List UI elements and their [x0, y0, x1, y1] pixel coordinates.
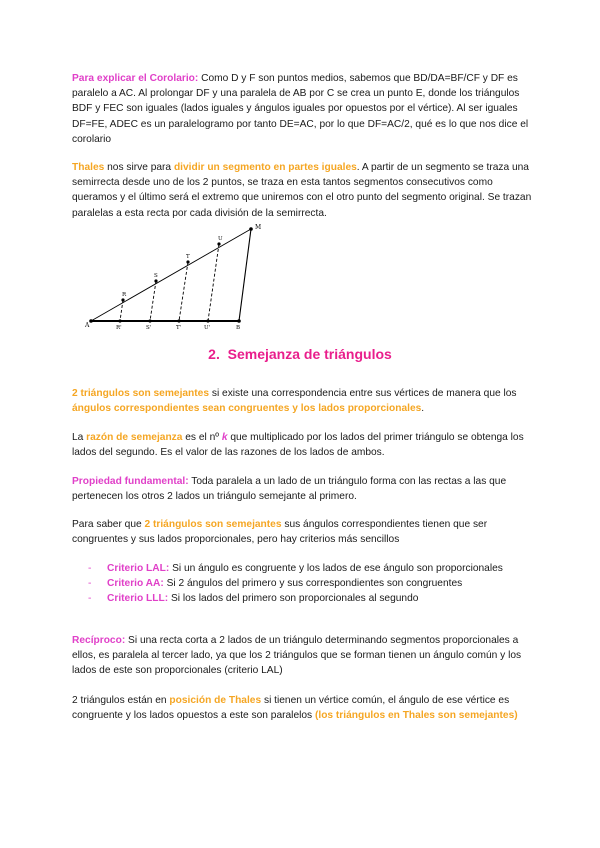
- criterios-intro-label: 2 triángulos son semejantes: [144, 519, 282, 530]
- razon-paragraph: [72, 430, 532, 460]
- point-m: [249, 227, 253, 231]
- label-s: S: [154, 273, 158, 279]
- criterio-text: Si 2 ángulos del primero y sus correspondientes son congruentes: [163, 578, 463, 590]
- posicion-highlight: (los triángulos en Thales son semejantes): [314, 710, 518, 722]
- point-s-prime: [148, 319, 151, 322]
- reciproco-paragraph: [72, 633, 532, 679]
- semejantes-highlight: ángulos correspondientes sean congruentes y los lados proporcionales: [72, 403, 422, 415]
- criterio-text: Si los lados del primero son proporcionales al segundo: [168, 593, 419, 605]
- label-a: A: [85, 322, 90, 329]
- point-u-prime: [206, 319, 209, 322]
- criterio-lal: [88, 561, 518, 576]
- section-title: Semejanza de triángulos: [227, 346, 392, 362]
- label-t: T: [186, 254, 190, 260]
- list-dash: -: [88, 563, 92, 574]
- thales-division-figure: [82, 222, 272, 330]
- point-s: [154, 279, 157, 282]
- thales-label: Thales: [72, 162, 105, 173]
- propiedad-text: Toda paralela a un lado de un triángulo forma con las rectas a las que pertenecen los otros 2 lados un triángulo semejante al primero.: [72, 476, 507, 503]
- point-t-prime: [177, 319, 180, 322]
- criterio-text: Si un ángulo es congruente y los lados de ese ángulo son proporcionales: [169, 563, 503, 574]
- semejantes-text-1: si existe una correspondencia entre sus vértices de manera que los: [209, 388, 517, 399]
- thales-highlight: dividir un segmento en partes iguales: [173, 162, 357, 173]
- razon-label: razón de semejanza: [86, 432, 183, 443]
- criterio-aa: [88, 576, 518, 591]
- label-b: B: [236, 325, 241, 330]
- parallel-t: [179, 262, 188, 321]
- criterios-intro-paragraph: [72, 517, 532, 547]
- thales-paragraph: [72, 160, 532, 221]
- criterios-intro-text-2: sus ángulos correspondientes tienen que ser congruentes y sus lados proporcionales, pero hay criterios más sencillos: [72, 519, 488, 546]
- reciproco-label: Recíproco:: [72, 635, 126, 646]
- posicion-text-1: 2 triángulos están en: [72, 695, 170, 706]
- point-t: [186, 260, 189, 263]
- posicion-text-2: si tienen un vértice común, el ángulo de ese vértice es congruente y los lados opuestos a este son paralelos: [72, 695, 510, 722]
- point-u: [217, 242, 220, 245]
- join-line-mb: [239, 229, 251, 321]
- criterio-lll: [88, 591, 518, 606]
- point-a: [89, 319, 93, 323]
- corolario-paragraph: [72, 71, 532, 147]
- reciproco-text: Si una recta corta a 2 lados de un triángulo determinando segmentos proporcionales a ellos, es paralela al tercer lado, ya que los 2 triángulos que se forman tienen un ángulo común y los lados de este son proporcionales (criterio LAL): [72, 635, 522, 677]
- label-u: U: [218, 236, 223, 242]
- semejantes-label: 2 triángulos son semejantes: [72, 388, 210, 399]
- razon-text-2: es el nº: [182, 432, 222, 443]
- razon-k: k: [221, 432, 228, 443]
- label-r-prime: R': [116, 325, 122, 330]
- section-number: 2.: [208, 346, 220, 362]
- label-m: M: [255, 224, 262, 231]
- criterios-intro-text-1: Para saber que: [72, 519, 145, 530]
- razon-text-3: que multiplicado por los lados del primer triángulo se obtenga los lados del segundo. Es el valor de las razones de los lados de ambos.: [72, 432, 524, 459]
- list-dash: -: [88, 578, 92, 590]
- posicion-paragraph: [72, 693, 532, 723]
- semejantes-paragraph: [72, 386, 532, 416]
- thales-text-2: . A partir de un segmento se traza una semirrecta desde uno de los 2 puntos, se traza en esta tantos segmentos consecutivos como queramos y el último será el extremo que uniremos con el otro punto del segmento original. Se trazan paralelas a esta recta por cada división de la semirrecta.: [72, 162, 532, 219]
- criterio-label: Criterio AA:: [107, 578, 164, 590]
- razon-text-1: La: [72, 432, 87, 443]
- propiedad-paragraph: [72, 474, 532, 504]
- ray-am: [91, 229, 251, 321]
- point-r-prime: [118, 319, 121, 322]
- criterios-list: [88, 561, 518, 607]
- corolario-label: Para explicar el Corolario:: [72, 73, 199, 84]
- label-s-prime: S': [146, 325, 152, 330]
- posicion-label: posición de Thales: [169, 695, 262, 706]
- section-heading: [0, 346, 600, 362]
- label-u-prime: U': [204, 325, 211, 330]
- criterio-label: Criterio LAL:: [107, 563, 170, 574]
- corolario-text: Como D y F son puntos medios, sabemos que BD/DA=BF/CF y DF es paralelo a AC. Al prolongar DF y una paralela de AB por C se crea un punto E, donde los triángulos BDF y FEC son iguales (lados iguales y ángulos iguales por opuestos por el vértice). Al ser iguales DF=FE, ADEC es un paralelogramo por tanto DE=AC, por lo que DF=AC/2, qué es lo que nos dice el corolario: [72, 73, 529, 145]
- criterio-label: Criterio LLL:: [107, 593, 169, 605]
- propiedad-label: Propiedad fundamental:: [72, 476, 189, 487]
- label-r: R: [122, 292, 127, 298]
- list-dash: -: [88, 593, 92, 605]
- semejantes-text-2: .: [421, 403, 425, 415]
- label-t-prime: T': [176, 325, 182, 330]
- parallel-u: [208, 244, 219, 321]
- thales-text-1: nos sirve para: [104, 162, 174, 173]
- point-b: [237, 319, 241, 323]
- point-r: [121, 298, 124, 301]
